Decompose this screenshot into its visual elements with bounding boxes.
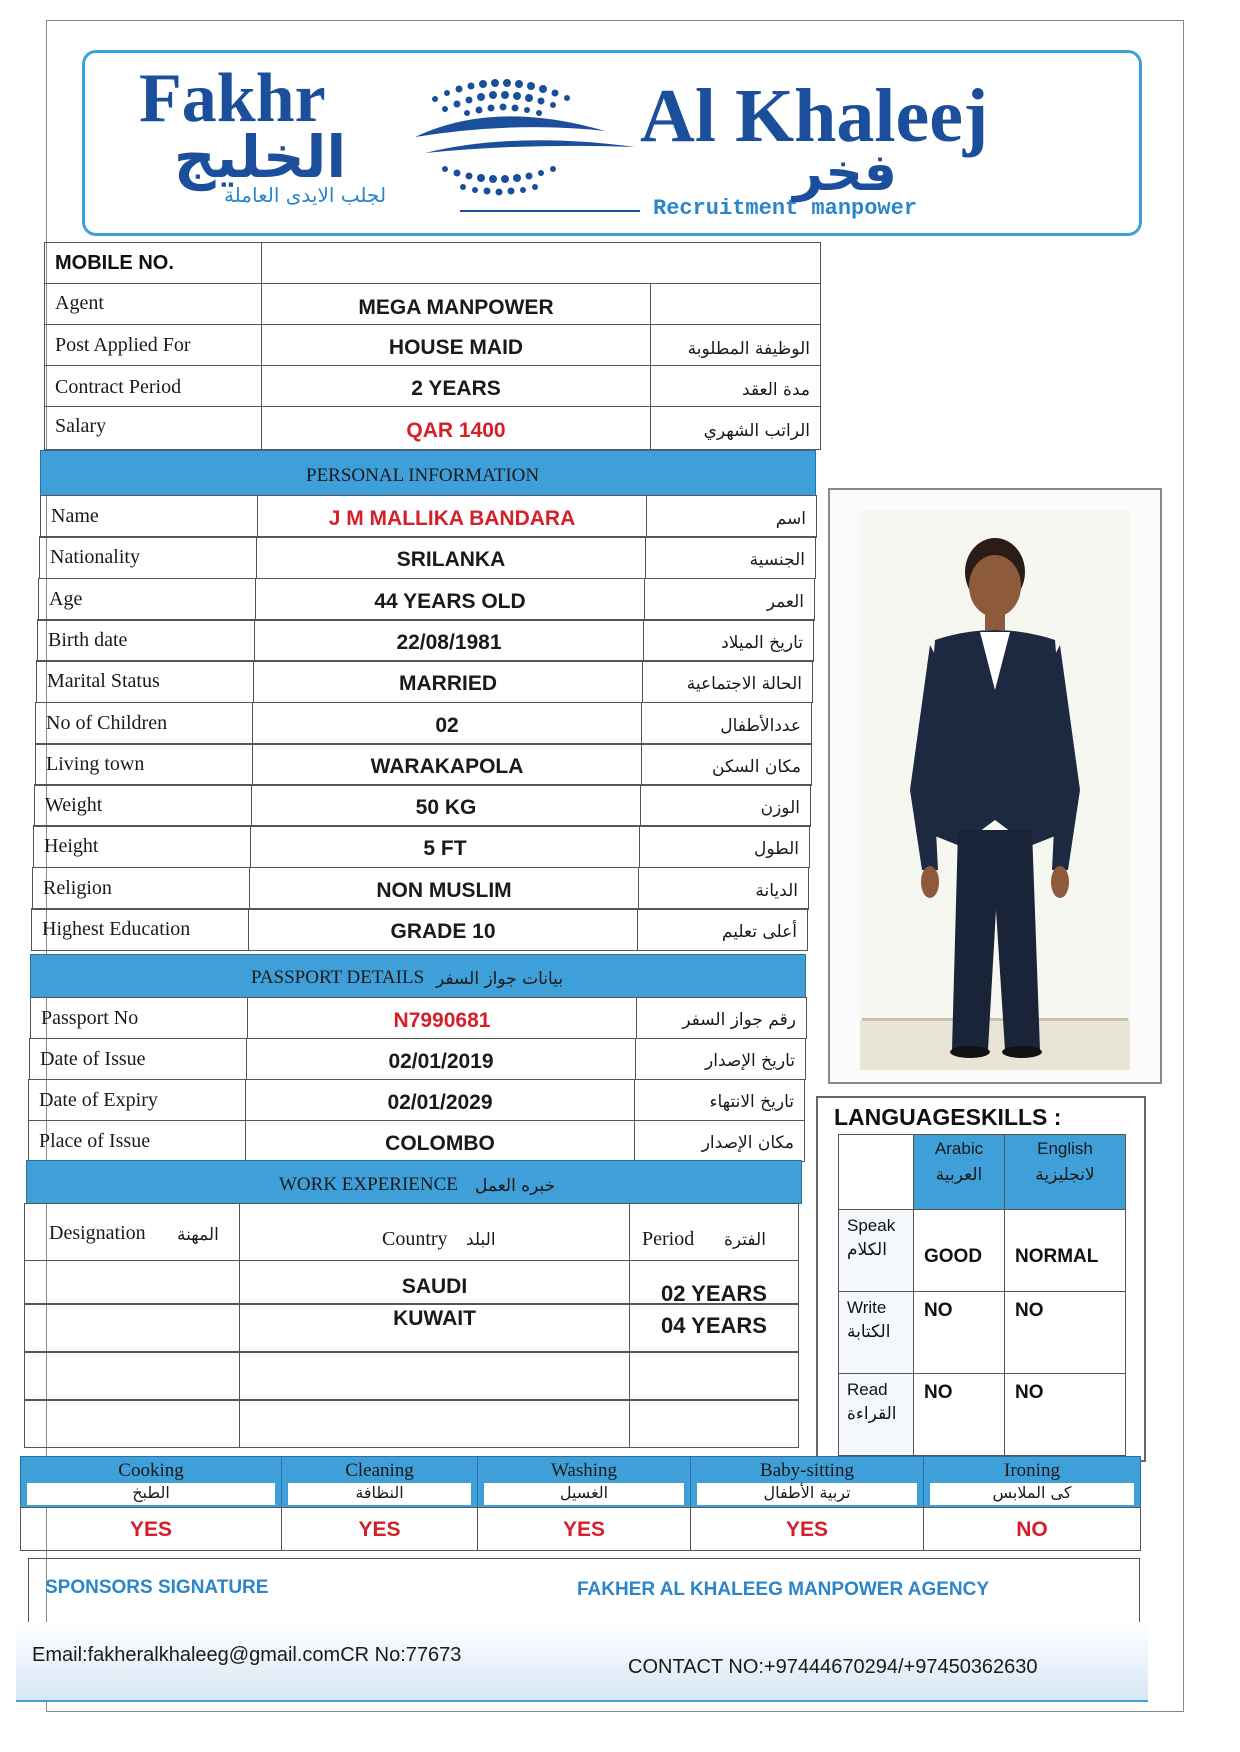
- work-col-country-arabic: البلد: [466, 1230, 496, 1250]
- personal-value-cell: [257, 495, 647, 538]
- personal-value-cell: [249, 867, 639, 910]
- work-col-country: [239, 1203, 630, 1261]
- personal-value: GRADE 10: [390, 920, 496, 943]
- salary-value: QAR 1400: [406, 419, 506, 442]
- lang-row-label-ar: القراءة: [847, 1404, 897, 1424]
- lang-row-label-cell: [838, 1373, 914, 1456]
- personal-value-cell: [250, 825, 640, 868]
- skill-name-arabic: الغسيل: [559, 1483, 609, 1502]
- language-skills-title: LANGUAGESKILLS :: [834, 1104, 1062, 1130]
- skill-header-cell: [20, 1456, 282, 1508]
- personal-value-cell: [256, 536, 646, 579]
- post-value-cell: [261, 324, 651, 366]
- work-heading: WORK EXPERIENCE: [279, 1174, 458, 1195]
- contract-value-cell: [261, 365, 651, 407]
- lang-row-label-en: Write: [847, 1298, 887, 1317]
- lang-arabic-cell: [913, 1373, 1005, 1456]
- salary-label: Salary: [55, 415, 107, 437]
- lang-row-label-ar: الكتابة: [847, 1322, 891, 1342]
- personal-value-cell: [251, 784, 641, 827]
- personal-label-cell: [35, 743, 253, 786]
- contact-bar: [16, 1622, 1148, 1702]
- passport-label-cell: [28, 1120, 246, 1162]
- logo-text-fakhr: Fakhr: [139, 60, 326, 137]
- work-country-cell: [239, 1352, 630, 1400]
- lang-english-cell: [1004, 1291, 1126, 1374]
- personal-arabic-cell: [640, 784, 811, 827]
- agent-label: Agent: [55, 292, 104, 314]
- work-period-cell: [629, 1304, 799, 1352]
- passport-label: Date of Expiry: [39, 1089, 158, 1111]
- personal-label: Height: [44, 835, 99, 857]
- passport-heading-band: [30, 954, 806, 998]
- agent-value: MEGA MANPOWER: [358, 296, 554, 319]
- lang-row-label-cell: [838, 1209, 914, 1292]
- personal-arabic: الديانة: [755, 881, 798, 901]
- personal-value-cell: [248, 908, 638, 951]
- skill-value-cell: [923, 1507, 1141, 1551]
- personal-label: Highest Education: [42, 918, 191, 940]
- work-heading-band: [26, 1160, 802, 1204]
- skill-arabic-box: [484, 1483, 684, 1505]
- personal-label: Marital Status: [47, 670, 160, 692]
- work-designation-cell: [24, 1304, 240, 1352]
- personal-value-cell: [252, 702, 642, 745]
- passport-label: Date of Issue: [40, 1048, 146, 1070]
- passport-label-cell: [28, 1079, 246, 1121]
- lang-row-label-ar: الكلام: [847, 1240, 887, 1260]
- personal-arabic-cell: [638, 867, 809, 910]
- skill-header-cell: [923, 1456, 1141, 1508]
- personal-value: 02: [435, 714, 459, 737]
- personal-arabic: أعلى تعليم: [721, 922, 797, 942]
- post-value: HOUSE MAID: [388, 336, 524, 359]
- skill-name: Washing: [550, 1460, 618, 1481]
- skill-value: YES: [358, 1518, 401, 1541]
- logo-tagline-arabic: لجلب الايدى العاملة: [223, 183, 387, 207]
- passport-value-cell: [246, 1038, 636, 1080]
- passport-value-cell: [247, 997, 637, 1039]
- personal-arabic: الجنسية: [749, 550, 805, 570]
- lang-arabic-level: NO: [924, 1382, 953, 1403]
- personal-label-cell: [34, 784, 252, 827]
- passport-value: COLOMBO: [385, 1132, 495, 1155]
- contract-arabic-cell: [650, 365, 821, 407]
- post-arabic-cell: [650, 324, 821, 366]
- mobile-label: MOBILE NO.: [55, 252, 174, 274]
- skill-arabic-box: [27, 1483, 275, 1505]
- personal-label: Birth date: [48, 629, 128, 651]
- personal-label-cell: [40, 495, 258, 538]
- skill-value: NO: [1016, 1518, 1048, 1541]
- personal-value: 5 FT: [423, 837, 467, 860]
- logo-arabic-fakhr: فخر: [793, 143, 897, 203]
- skill-value: YES: [785, 1518, 829, 1541]
- personal-arabic: مكان السكن: [712, 757, 801, 777]
- work-country-cell: [239, 1304, 630, 1352]
- work-col-period-label: Period: [642, 1228, 695, 1250]
- skill-arabic-box: [288, 1483, 471, 1505]
- work-col-period-arabic: الفترة: [724, 1230, 766, 1250]
- work-country: SAUDI: [401, 1275, 468, 1298]
- work-period-cell: [629, 1260, 799, 1304]
- personal-label: Age: [49, 588, 83, 610]
- lang-col-arabic: [913, 1134, 1005, 1210]
- personal-arabic: الحالة الاجتماعية: [686, 674, 802, 694]
- work-period: 04 YEARS: [661, 1313, 767, 1338]
- email-value: Email:fakheralkhaleeg@gmail.com: [32, 1644, 341, 1666]
- personal-info-heading: PERSONAL INFORMATION: [306, 465, 540, 486]
- passport-heading: PASSPORT DETAILS: [251, 967, 425, 988]
- personal-label: Nationality: [50, 546, 140, 568]
- skill-name-arabic: تربية الأطفال: [763, 1483, 851, 1502]
- personal-value: 22/08/1981: [396, 631, 502, 654]
- personal-label: Religion: [43, 877, 112, 899]
- lang-col-arabic-en: Arabic: [934, 1139, 984, 1158]
- contract-label: Contract Period: [55, 376, 182, 398]
- work-col-country-label: Country: [382, 1228, 448, 1250]
- logo-banner: [82, 50, 1142, 236]
- lang-arabic-level: GOOD: [924, 1246, 983, 1267]
- lang-english-cell: [1004, 1373, 1126, 1456]
- agency-name: FAKHER AL KHALEEG MANPOWER AGENCY: [577, 1579, 990, 1600]
- personal-value: SRILANKA: [396, 548, 506, 571]
- salary-value-cell: [261, 406, 651, 450]
- lang-col-english-ar: لانجليزية: [1035, 1165, 1095, 1185]
- skill-value-cell: [690, 1507, 924, 1551]
- work-col-designation-label: Designation: [49, 1222, 146, 1244]
- personal-value: 44 YEARS OLD: [374, 590, 526, 613]
- skill-value-cell: [20, 1507, 282, 1551]
- personal-arabic: عددالأطفال: [720, 716, 801, 736]
- contract-arabic: مدة العقد: [742, 380, 810, 400]
- contract-label-cell: [44, 365, 262, 407]
- salary-arabic-cell: [650, 406, 821, 450]
- personal-value: MARRIED: [399, 672, 497, 695]
- lang-col-arabic-ar: العربية: [935, 1165, 983, 1185]
- personal-value-cell: [252, 743, 642, 786]
- lang-row-label-en: Read: [847, 1380, 888, 1399]
- personal-label-cell: [36, 660, 254, 703]
- personal-arabic-cell: [645, 536, 816, 579]
- passport-arabic: تاريخ الانتهاء: [709, 1092, 794, 1112]
- passport-value-cell: [245, 1120, 635, 1162]
- skill-name: Cooking: [118, 1460, 184, 1481]
- personal-value-cell: [253, 660, 643, 703]
- personal-arabic-cell: [644, 578, 815, 621]
- passport-arabic: رقم جواز السفر: [682, 1010, 796, 1030]
- logo-emblem-icon: [405, 69, 645, 199]
- personal-arabic-cell: [641, 743, 812, 786]
- passport-arabic-cell: [636, 997, 807, 1039]
- lang-col-english: [1004, 1134, 1126, 1210]
- skill-value: YES: [562, 1518, 606, 1541]
- personal-arabic: اسم: [775, 509, 806, 529]
- skill-arabic-box: [697, 1483, 917, 1505]
- work-country-cell: [239, 1400, 630, 1448]
- skill-arabic-box: [930, 1483, 1134, 1505]
- personal-label-cell: [32, 867, 250, 910]
- work-col-period: [629, 1203, 799, 1261]
- language-skills-box: [816, 1096, 1146, 1462]
- personal-arabic: الطول: [754, 839, 799, 859]
- post-label-cell: [44, 324, 262, 366]
- personal-value: 50 KG: [415, 796, 477, 819]
- passport-arabic: تاريخ الإصدار: [705, 1051, 795, 1071]
- mobile-value-cell: [261, 242, 821, 284]
- logo-text-al-khaleej: Al Khaleej: [640, 74, 989, 158]
- personal-label-cell: [31, 908, 249, 951]
- lang-row-label-en: Speak: [847, 1216, 896, 1235]
- personal-value-cell: [255, 578, 645, 621]
- lang-english-level: NO: [1015, 1300, 1044, 1321]
- personal-value: J M MALLIKA BANDARA: [328, 507, 576, 530]
- passport-arabic-cell: [634, 1079, 805, 1121]
- contact-number: CONTACT NO:+97444670294/+97450362630: [628, 1656, 1038, 1678]
- personal-label-cell: [33, 825, 251, 868]
- personal-arabic-cell: [641, 702, 812, 745]
- post-arabic: الوظيفة المطلوبة: [687, 339, 810, 359]
- personal-arabic: الوزن: [760, 798, 800, 818]
- personal-arabic-cell: [637, 908, 808, 951]
- passport-arabic: مكان الإصدار: [701, 1133, 794, 1153]
- work-period-cell: [629, 1400, 799, 1448]
- passport-value: 02/01/2019: [388, 1050, 494, 1073]
- sponsor-signature-label: SPONSORS SIGNATURE: [45, 1577, 269, 1598]
- lang-arabic-cell: [913, 1209, 1005, 1292]
- personal-label-cell: [35, 702, 253, 745]
- personal-label: Name: [51, 505, 99, 527]
- work-col-designation: [24, 1203, 240, 1261]
- personal-label-cell: [39, 536, 257, 579]
- candidate-photo: [830, 490, 1160, 1082]
- passport-label: Passport No: [41, 1007, 139, 1029]
- work-designation-cell: [24, 1260, 240, 1304]
- skill-header-cell: [477, 1456, 691, 1508]
- logo-tagline-divider: [460, 210, 640, 212]
- passport-value-cell: [245, 1079, 635, 1121]
- skill-name-arabic: الطبخ: [132, 1483, 170, 1502]
- mobile-label-cell: [44, 242, 262, 284]
- personal-arabic: تاريخ الميلاد: [721, 633, 803, 653]
- work-col-designation-arabic: المهنة: [177, 1225, 219, 1245]
- passport-label: Place of Issue: [39, 1130, 151, 1152]
- skill-header-cell: [281, 1456, 478, 1508]
- passport-label-cell: [29, 1038, 247, 1080]
- work-country-cell: [239, 1260, 630, 1304]
- lang-english-level: NO: [1015, 1382, 1044, 1403]
- passport-arabic-cell: [635, 1038, 806, 1080]
- post-label: Post Applied For: [55, 334, 191, 356]
- work-designation-cell: [24, 1400, 240, 1448]
- work-period: 02 YEARS: [661, 1281, 767, 1304]
- personal-value: WARAKAPOLA: [370, 755, 524, 778]
- skill-header-cell: [690, 1456, 924, 1508]
- personal-value-cell: [254, 619, 644, 662]
- skill-name-arabic: النظافة: [355, 1483, 404, 1502]
- personal-label: No of Children: [46, 712, 168, 734]
- lang-arabic-level: NO: [924, 1300, 953, 1321]
- skill-name: Baby-sitting: [760, 1460, 854, 1481]
- agent-arabic-cell: [650, 283, 821, 325]
- passport-value: N7990681: [393, 1009, 491, 1032]
- lang-corner-cell: [838, 1134, 914, 1210]
- skill-value: YES: [129, 1518, 173, 1541]
- lang-col-english-en: English: [1037, 1139, 1093, 1158]
- work-designation-cell: [24, 1352, 240, 1400]
- skill-name: Ironing: [1004, 1460, 1060, 1481]
- personal-arabic-cell: [646, 495, 817, 538]
- personal-label-cell: [37, 619, 255, 662]
- personal-label: Living town: [46, 753, 145, 775]
- personal-label-cell: [38, 578, 256, 621]
- personal-arabic: العمر: [766, 592, 804, 612]
- cr-number: CR No:77673: [340, 1644, 462, 1666]
- salary-arabic: الراتب الشهري: [703, 421, 810, 441]
- work-period-cell: [629, 1352, 799, 1400]
- work-country: KUWAIT: [393, 1307, 476, 1330]
- skill-name-arabic: كى الملابس: [992, 1483, 1072, 1502]
- lang-english-level: NORMAL: [1015, 1246, 1099, 1267]
- passport-heading-arabic: بيانات جواز السفر: [436, 969, 564, 989]
- work-heading-arabic: خبره العمل: [475, 1176, 556, 1196]
- lang-row-label-cell: [838, 1291, 914, 1374]
- skill-value-cell: [477, 1507, 691, 1551]
- agent-label-cell: [44, 283, 262, 325]
- personal-arabic-cell: [639, 825, 810, 868]
- skill-value-cell: [281, 1507, 478, 1551]
- personal-arabic-cell: [642, 660, 813, 703]
- contract-value: 2 YEARS: [411, 377, 501, 400]
- agent-value-cell: [261, 283, 651, 325]
- personal-value: NON MUSLIM: [376, 879, 512, 902]
- photo-frame: [828, 488, 1162, 1084]
- skill-name: Cleaning: [345, 1460, 414, 1481]
- personal-arabic-cell: [643, 619, 814, 662]
- email-text: [32, 1644, 461, 1667]
- personal-info-heading-band: [40, 450, 816, 496]
- personal-label: Weight: [45, 794, 103, 816]
- logo-arabic-khaleej: الخليج: [173, 123, 347, 191]
- passport-arabic-cell: [634, 1120, 805, 1162]
- passport-value: 02/01/2029: [387, 1091, 493, 1114]
- lang-arabic-cell: [913, 1291, 1005, 1374]
- salary-label-cell: [44, 406, 262, 450]
- passport-label-cell: [30, 997, 248, 1039]
- lang-english-cell: [1004, 1209, 1126, 1292]
- logo-tagline-english: Recruitment manpower: [653, 196, 918, 221]
